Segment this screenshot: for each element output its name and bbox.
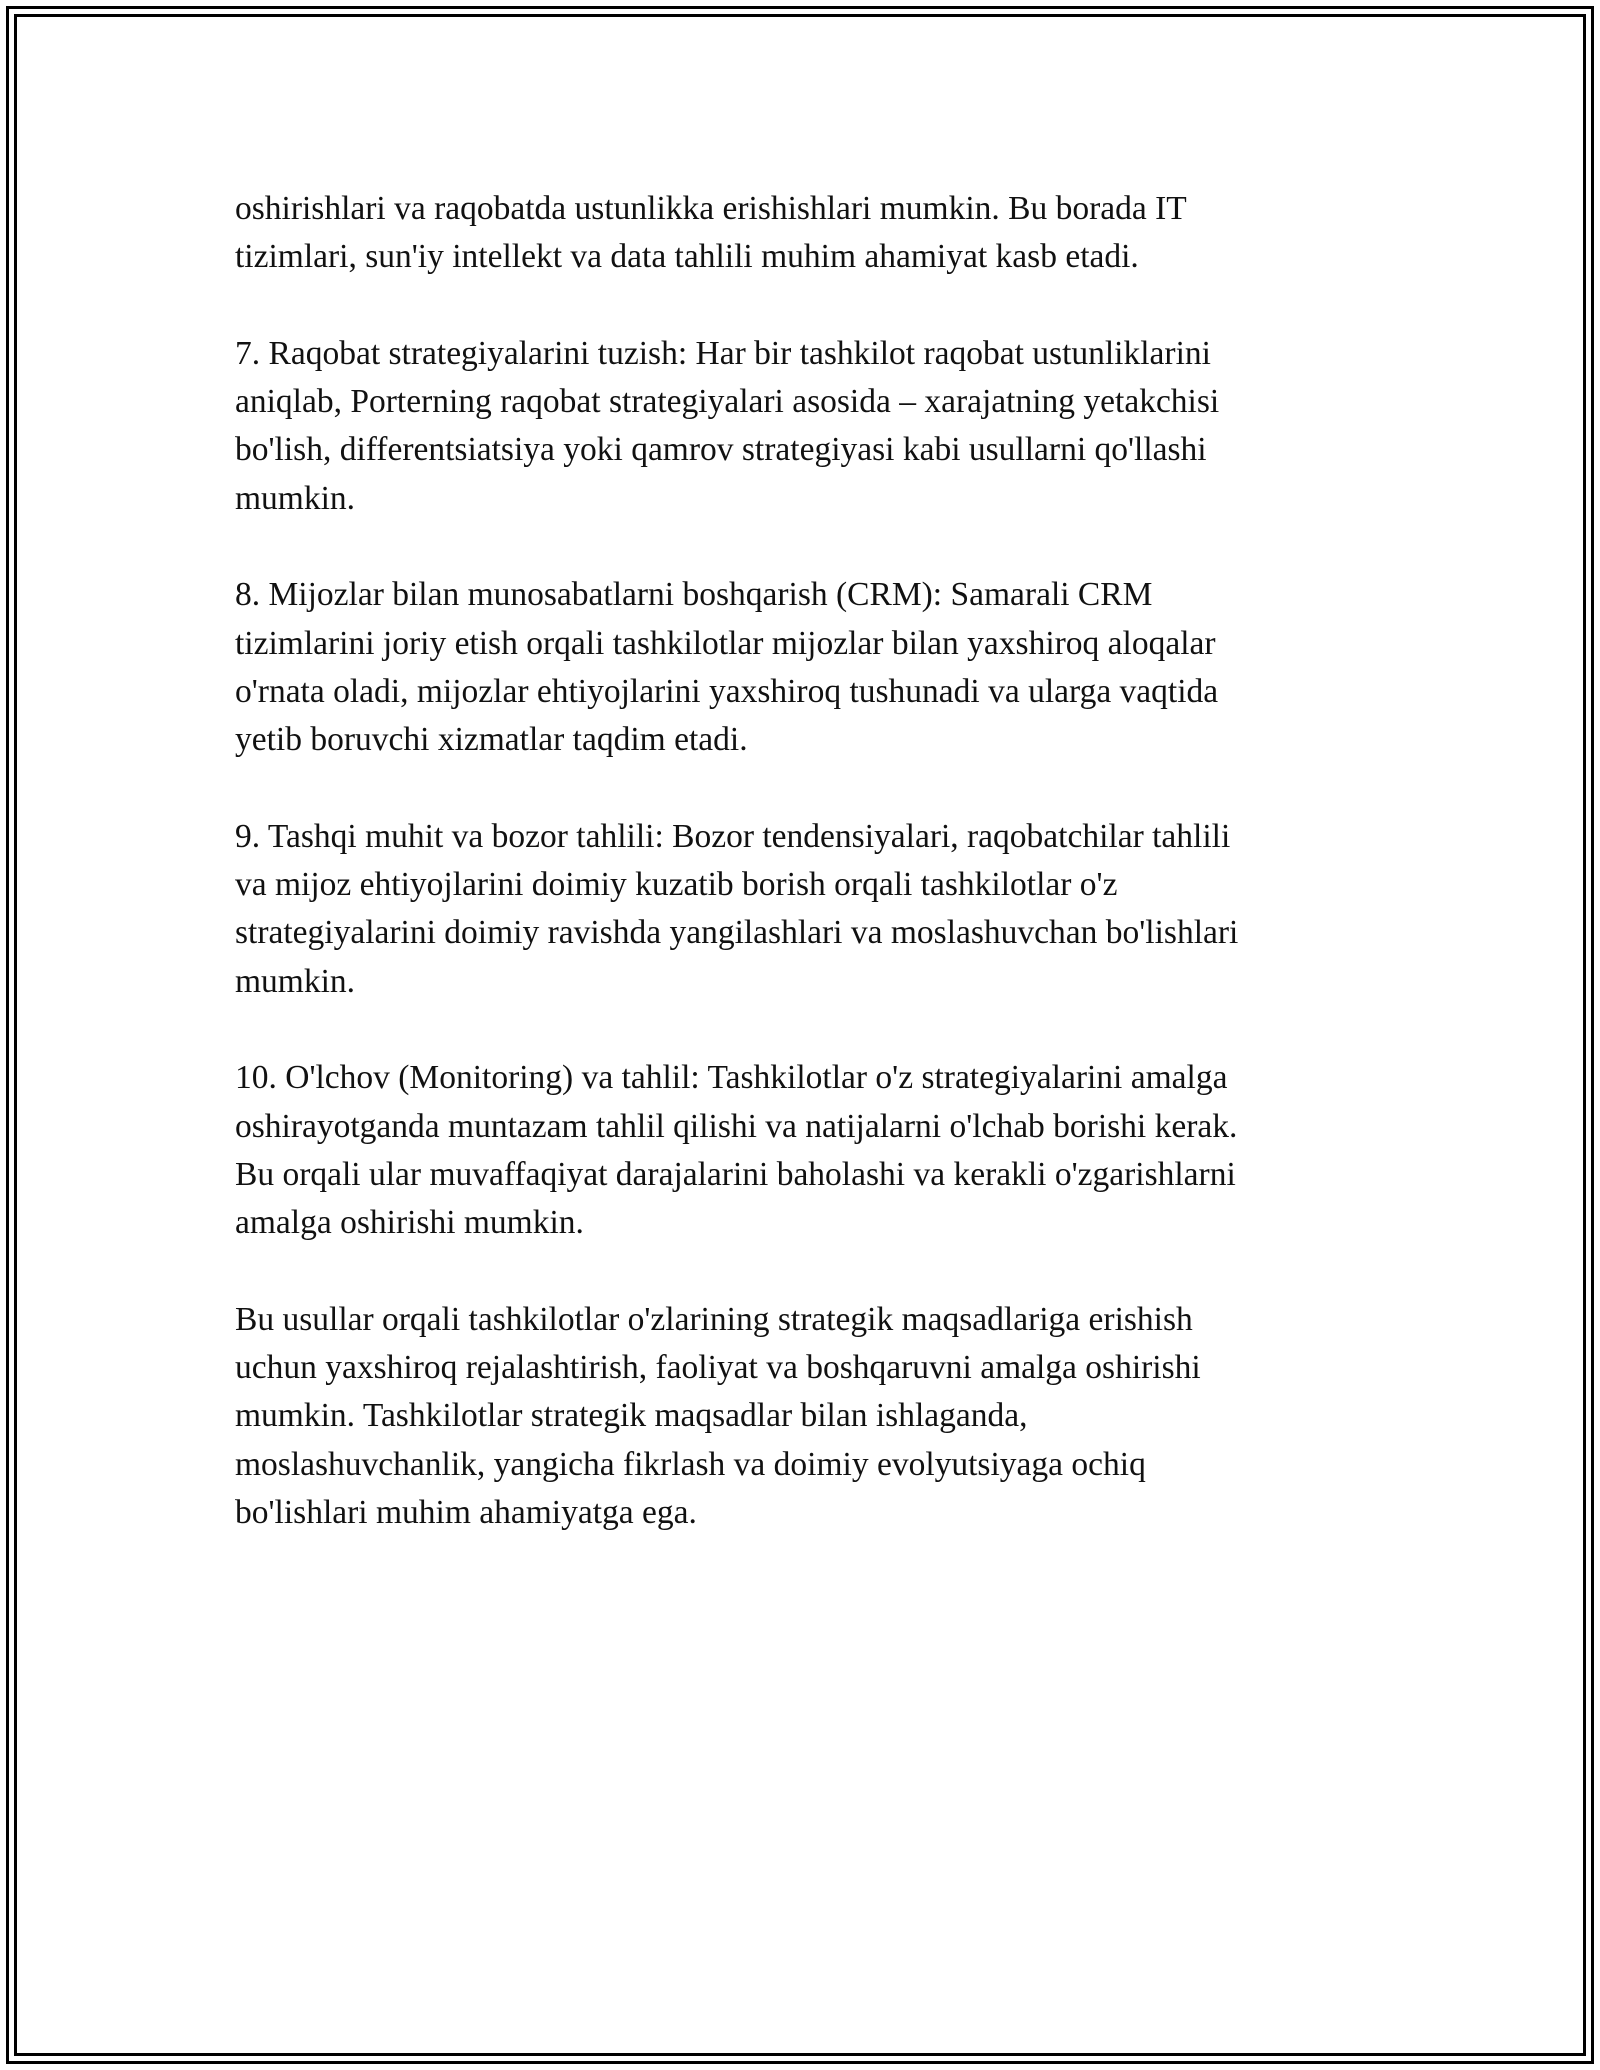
paragraph-item-10: 10. O'lchov (Monitoring) va tahlil: Tashkilotlar o'z strategiyalarini amalga oshirayotganda muntazam tahlil qilishi va natijalarni o'lchab borishi kerak. Bu orqali ular muvaffaqiyat darajalarini baholashi va kerakli o'zgarishlarni amalga oshirishi mumkin. bbox=[235, 1059, 1238, 1242]
document-body bbox=[235, 185, 1365, 1586]
paragraph-item-7: 7. Raqobat strategiyalarini tuzish: Har bir tashkilot raqobat ustunliklarini aniqlab, Porterning raqobat strategiyalari asosida – xarajatning yetakchisi bo'lish, differentsiatsiya yoki qamrov strategiyasi kabi usullarni qo'llashi mumkin. bbox=[235, 334, 1220, 517]
paragraph-item-9: 9. Tashqi muhit va bozor tahlili: Bozor tendensiyalari, raqobatchilar tahlili va mijoz ehtiyojlarini doimiy kuzatib borish orqali tashkilotlar o'z strategiyalarini doimiy ravishda yangilashlari va moslashuvchan bo'lishlari mumkin. bbox=[235, 817, 1239, 1000]
paragraph-item-8: 8. Mijozlar bilan munosabatlarni boshqarish (CRM): Samarali CRM tizimlarini joriy etish orqali tashkilotlar mijozlar bilan yaxshiroq aloqalar o'rnata oladi, mijozlar ehtiyojlarini yaxshiroq tushunadi va ularga vaqtida yetib boruvchi xizmatlar taqdim etadi. bbox=[235, 576, 1219, 759]
paragraph-continuation: oshirishlari va raqobatda ustunlikka erishishlari mumkin. Bu borada IT tizimlari, sun'iy intellekt va data tahlili muhim ahamiyat kasb etadi. bbox=[235, 190, 1187, 276]
paragraph-conclusion: Bu usullar orqali tashkilotlar o'zlarining strategik maqsadlariga erishish uchun yaxshiroq rejalashtirish, faoliyat va boshqaruvni amalga oshirishi mumkin. Tashkilotlar strategik maqsadlar bilan ishlaganda, moslashuvchanlik, yangicha fikrlash va doimiy evolyutsiyaga ochiq bo'lishlari muhim ahamiyatga ega. bbox=[235, 1300, 1201, 1532]
